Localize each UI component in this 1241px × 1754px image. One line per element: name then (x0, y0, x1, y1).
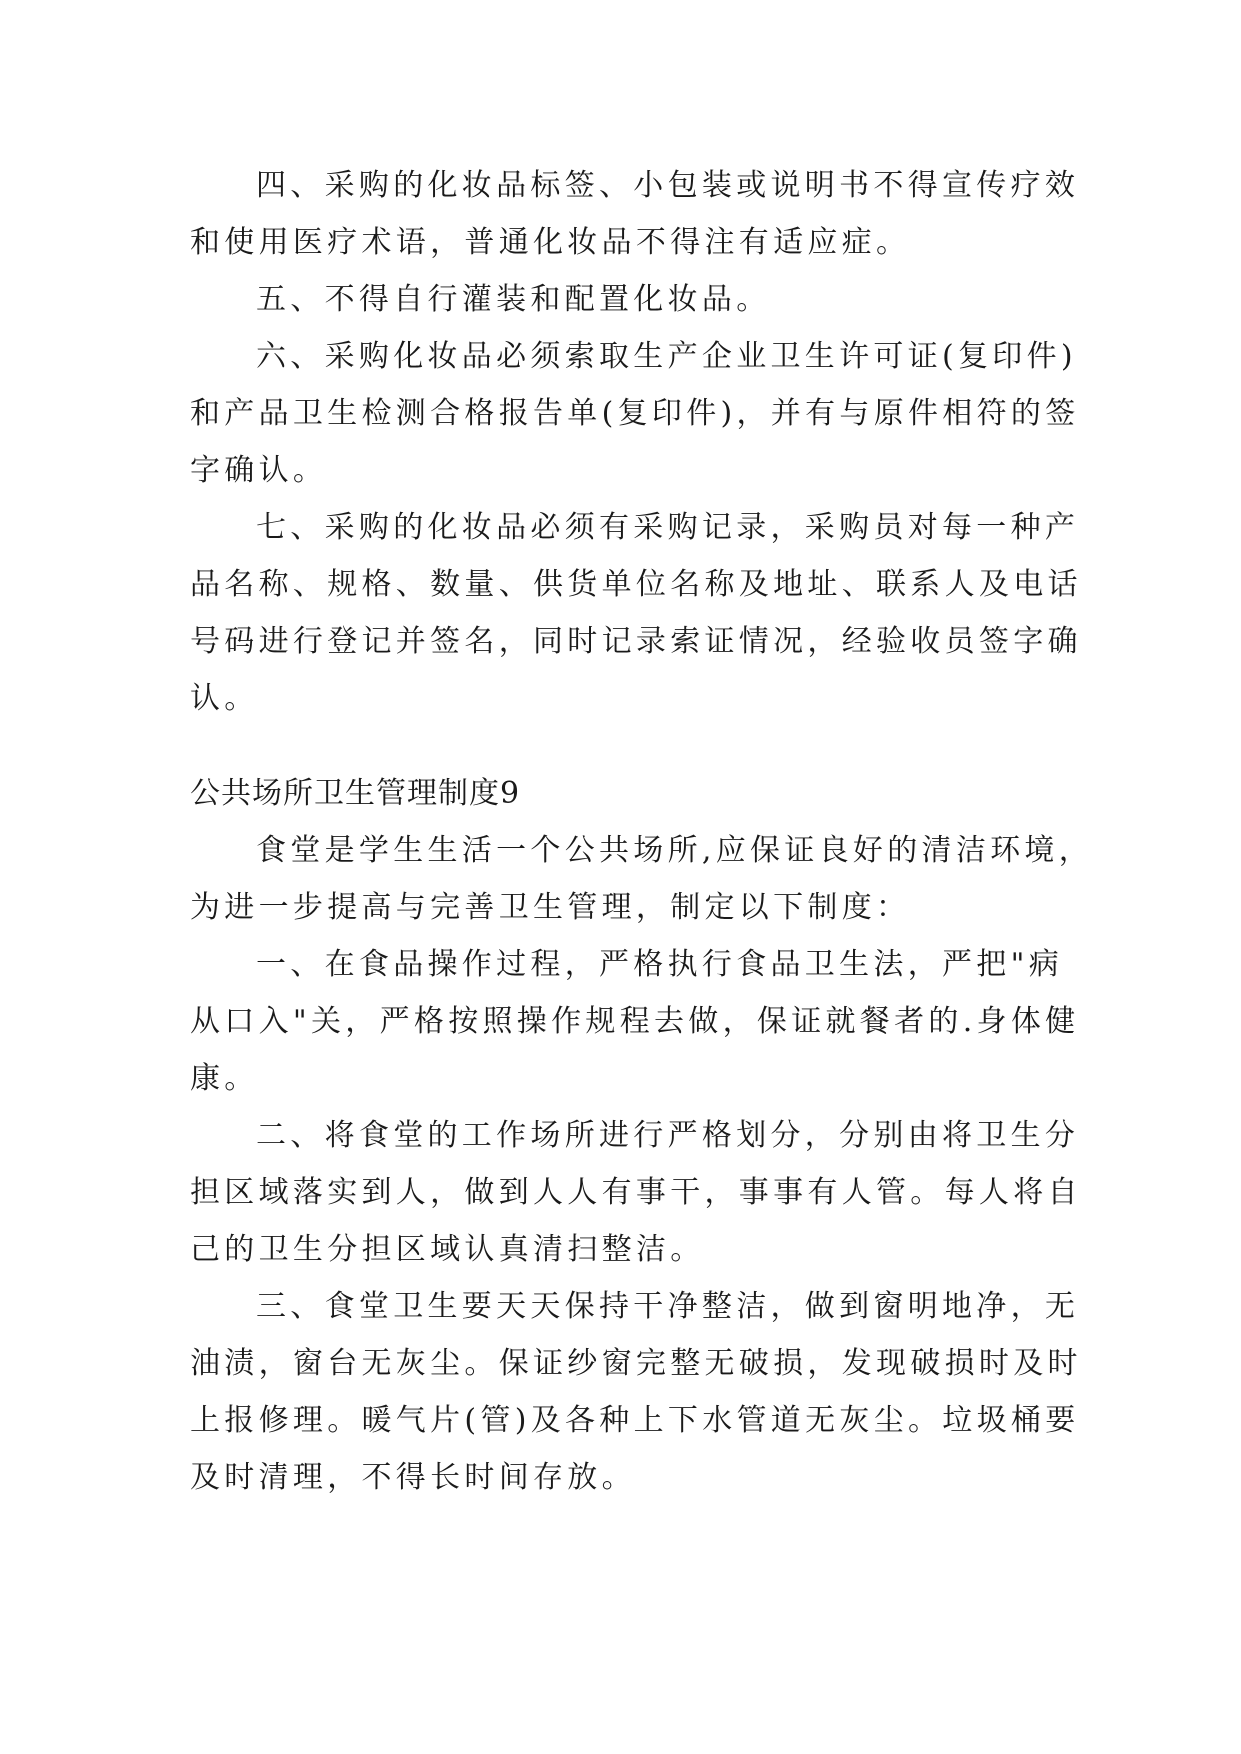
paragraph-line: 三、食堂卫生要天天保持干净整洁，做到窗明地净，无 (256, 1289, 1080, 1324)
paragraph-line: 品名称、规格、数量、供货单位名称及地址、联系人及电话 (190, 567, 1082, 602)
paragraph-line: 二、将食堂的工作场所进行严格划分，分别由将卫生分 (256, 1118, 1080, 1153)
paragraph-line: 五、不得自行灌装和配置化妆品。 (256, 282, 771, 317)
paragraph-line: 己的卫生分担区域认真清扫整洁。 (190, 1232, 705, 1267)
paragraph-line: 油渍，窗台无灰尘。保证纱窗完整无破损，发现破损时及时 (190, 1346, 1082, 1381)
paragraph-line: 四、采购的化妆品标签、小包装或说明书不得宣传疗效 (256, 168, 1080, 203)
paragraph-line: 担区域落实到人，做到人人有事干，事事有人管。每人将自 (190, 1175, 1082, 1210)
paragraph-line: 和产品卫生检测合格报告单(复印件)，并有与原件相符的签 (190, 396, 1080, 431)
paragraph-line: 为进一步提高与完善卫生管理，制定以下制度： (190, 890, 911, 925)
paragraph-line: 号码进行登记并签名，同时记录索证情况，经验收员签字确 (190, 624, 1082, 659)
paragraph-line: 和使用医疗术语，普通化妆品不得注有适应症。 (190, 225, 911, 260)
paragraph-line: 从口入"关，严格按照操作规程去做，保证就餐者的.身体健 (190, 1004, 1080, 1039)
paragraph-line: 食堂是学生生活一个公共场所,应保证良好的清洁环境， (256, 833, 1094, 868)
paragraph-line: 康。 (190, 1061, 259, 1096)
paragraph-line: 七、采购的化妆品必须有采购记录，采购员对每一种产 (256, 510, 1080, 545)
paragraph-line: 一、在食品操作过程，严格执行食品卫生法，严把"病 (256, 947, 1063, 982)
paragraph-line: 六、采购化妆品必须索取生产企业卫生许可证(复印件) (256, 339, 1077, 374)
paragraph-line: 上报修理。暖气片(管)及各种上下水管道无灰尘。垃圾桶要 (190, 1403, 1080, 1438)
section-title: 公共场所卫生管理制度9 (190, 776, 521, 811)
paragraph-line: 字确认。 (190, 453, 328, 488)
paragraph-line: 及时清理，不得长时间存放。 (190, 1460, 636, 1495)
paragraph-line: 认。 (190, 681, 259, 716)
